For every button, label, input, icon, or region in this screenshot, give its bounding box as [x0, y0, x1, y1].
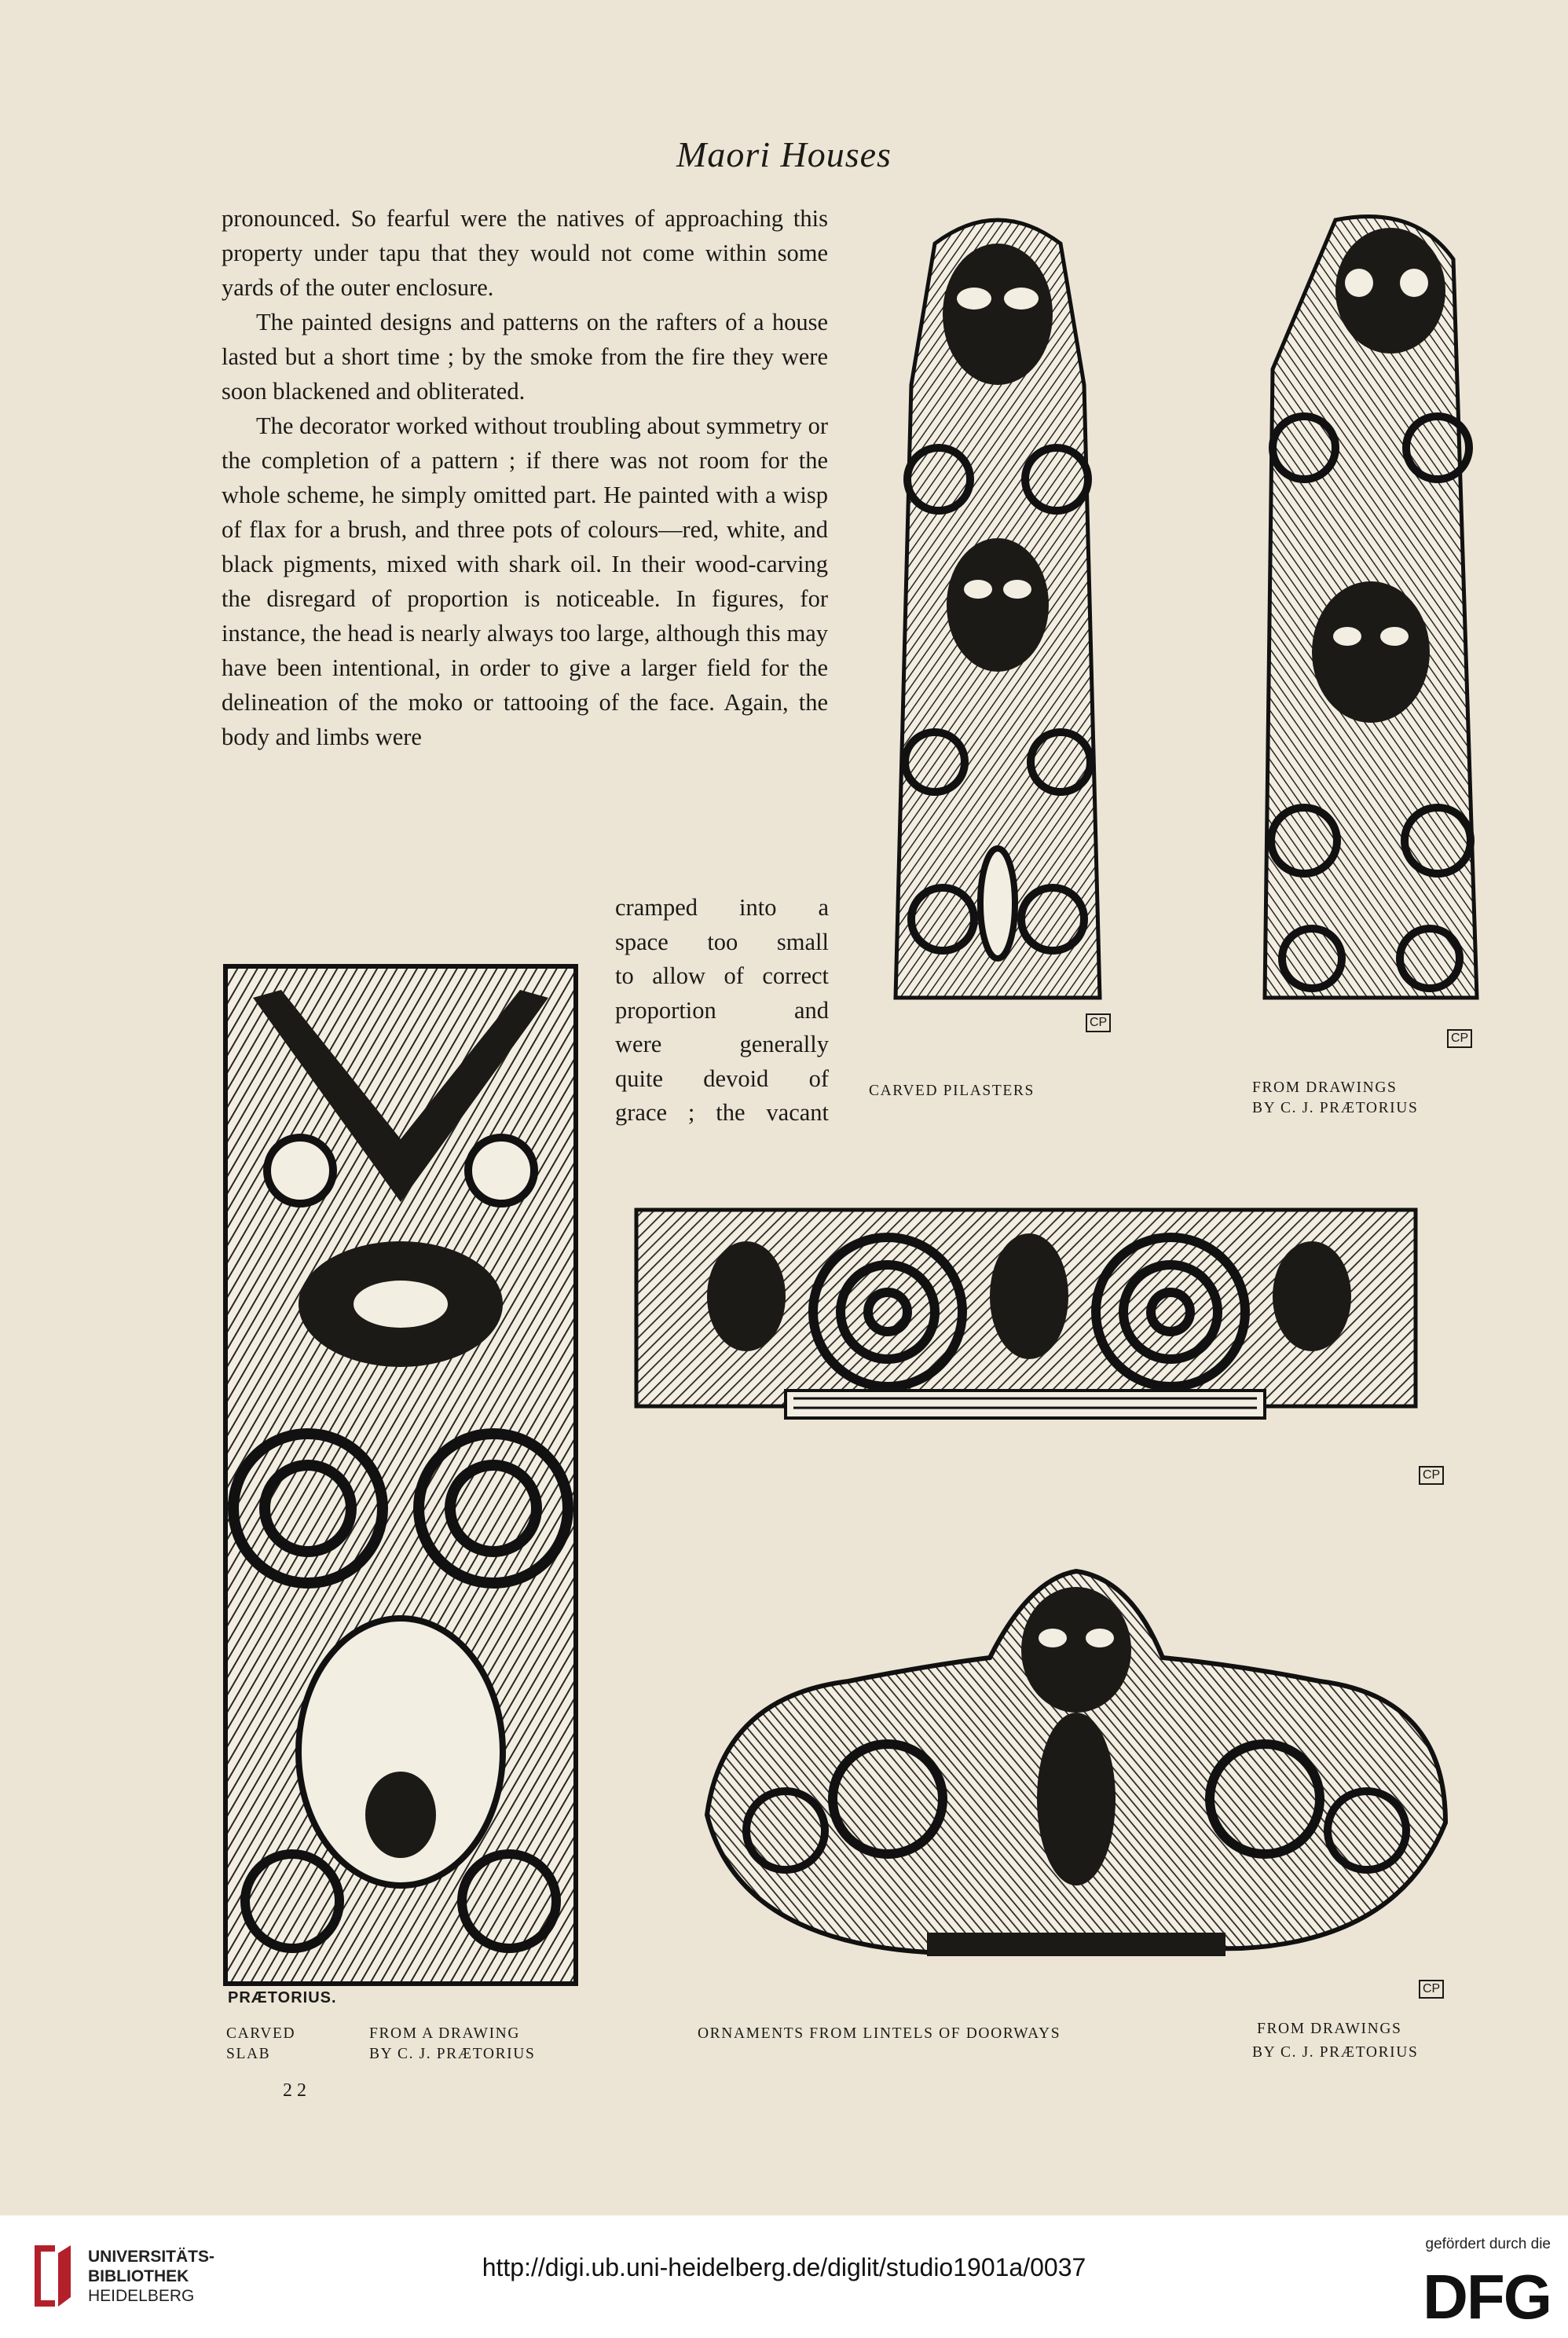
page-number: 22: [283, 2080, 311, 2101]
running-head: Maori Houses: [676, 134, 892, 174]
wrapped-text-column: [615, 891, 829, 1131]
wrapped-line: cramped into a: [615, 894, 829, 921]
ornament-lintel-illustration: [691, 1563, 1461, 1972]
paragraph-1: pronounced. So fearful were the natives of approaching this property under tapu that they would not come within some yards of the outer enclosure.: [222, 205, 828, 301]
paragraph-2: The painted designs and patterns on the rafters of a house lasted but a short time ; by the smoke from the fire they were soon blackened and obliterated.: [222, 309, 828, 405]
caption-slab: SLAB: [226, 2046, 271, 2062]
carved-slab-illustration: [222, 943, 580, 1988]
wrapped-line: grace ; the vacant: [615, 1099, 829, 1126]
caption-credit-line: FROM DRAWINGS: [1252, 1079, 1398, 1096]
caption-carved: CARVED: [226, 2025, 296, 2042]
caption-carved-pilasters: CARVED PILASTERS: [869, 1083, 1035, 1099]
cp-monogram: CP: [1086, 1013, 1111, 1032]
dfg-logo[interactable]: DFG: [1423, 2262, 1551, 2332]
university-library-name: UNIVERSITÄTS- BIBLIOTHEK HEIDELBERG: [88, 2248, 215, 2305]
carved-lintel-panel: [628, 1202, 1423, 1469]
wrapped-line: to allow of correct: [615, 962, 829, 989]
caption-credit-line: FROM A DRAWING: [369, 2025, 521, 2042]
caption-ornaments: ORNAMENTS FROM LINTELS OF DOORWAYS: [698, 2025, 1061, 2042]
caption-credit-line: BY C. J. PRÆTORIUS: [1252, 1100, 1419, 1116]
caption-credit-line: FROM DRAWINGS: [1257, 2021, 1402, 2037]
permalink-url[interactable]: http://digi.ub.uni-heidelberg.de/diglit/studio1901a/0037: [482, 2253, 1086, 2281]
cp-monogram: CP: [1419, 1980, 1444, 1999]
caption-credit-line: BY C. J. PRÆTORIUS: [369, 2046, 536, 2062]
caption-credit-line: BY C. J. PRÆTORIUS: [1252, 2044, 1419, 2061]
cp-monogram: CP: [1447, 1029, 1472, 1048]
cp-monogram: CP: [1419, 1466, 1444, 1485]
carved-pilaster-left: [880, 212, 1116, 1029]
funding-label: gefördert durch die: [1425, 2236, 1551, 2252]
wrapped-line: space too small: [615, 928, 829, 955]
body-text: [222, 201, 828, 754]
wrapped-line: were generally: [615, 1031, 829, 1057]
carved-pilaster-right: [1257, 212, 1485, 1029]
paragraph-3: The decorator worked without troubling about symmetry or the completion of a pattern ; if there was not room for the whole scheme, he simply omitted part. He painted with a wisp of flax for a brush, and three pots of colours—red, white, and black pigments, mixed with shark oil. In their wood-carving the disregard of proportion is noticeable. In figures, for instance, the head is nearly always too large, although this may have been intentional, in order to give a larger field for the delineation of the moko or tattooing of the face. Again, the body and limbs were: [222, 412, 828, 750]
wrapped-line: quite devoid of: [615, 1065, 829, 1092]
wrapped-line: proportion and: [615, 996, 829, 1024]
artist-signature: PRÆTORIUS.: [228, 1989, 337, 2006]
